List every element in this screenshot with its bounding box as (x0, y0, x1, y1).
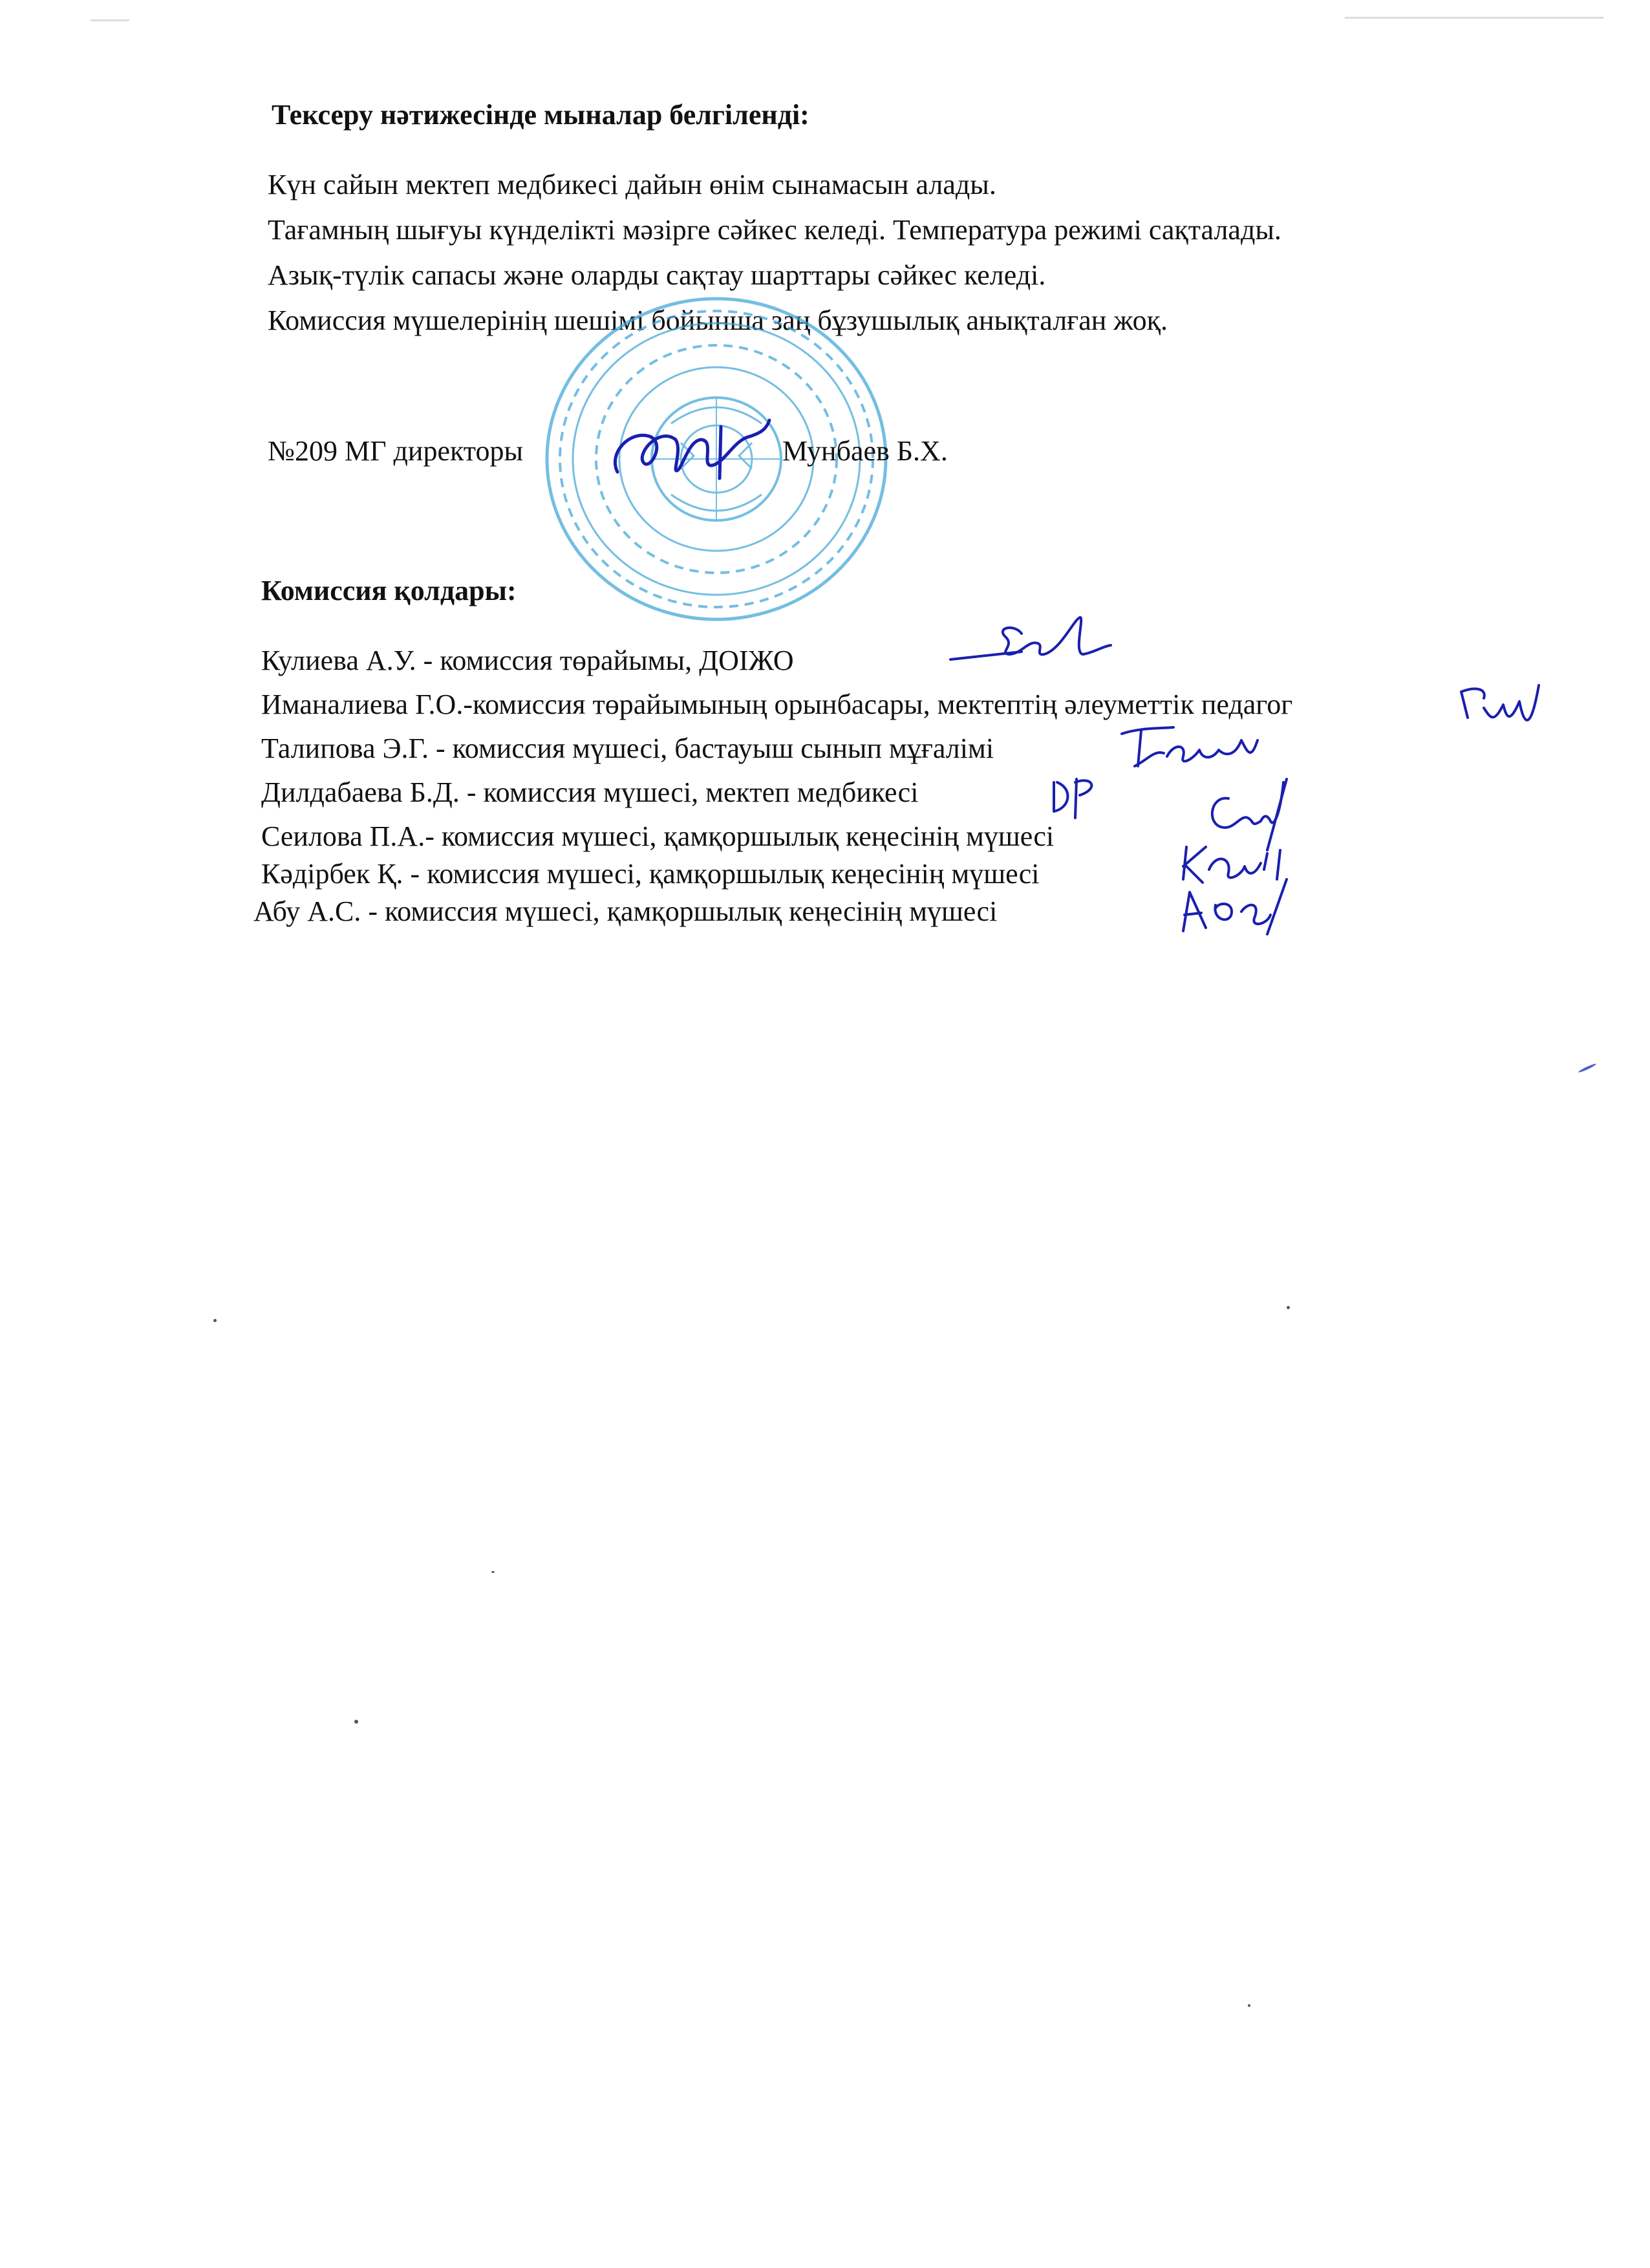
commission-member: Дилдабаева Б.Д. - комиссия мүшесі, мектеп медбикесі (261, 776, 919, 808)
director-label: №209 МГ директоры (268, 435, 524, 467)
signature-member-1 (944, 614, 1119, 672)
signature-member-2 (1455, 679, 1552, 750)
commission-member: Талипова Э.Г. - комиссия мүшесі, бастауыш сынып мұғалімі (261, 733, 994, 764)
scan-speck (213, 1319, 217, 1322)
commission-member: Иманалиева Г.О.-комиссия төрайымының орынбасары, мектептің әлеуметтік педагог (261, 689, 1293, 720)
commission-member: Абу А.С. - комиссия мүшесі, қамқоршылық кеңесінің мүшесі (253, 895, 998, 927)
signature-member-3 (1115, 721, 1264, 779)
finding-line-2: Тағамның шығуы күнделікті мәзірге сәйкес келеді. Температура режимі сақталады. (268, 214, 1281, 246)
signature-member-4 (1044, 763, 1115, 824)
scan-speck (1248, 2004, 1250, 2007)
finding-line-3: Азық-түлік сапасы және оларды сақтау шарттары сәйкес келеді. (268, 259, 1046, 291)
scan-speck (491, 1571, 495, 1573)
scan-speck (1578, 1063, 1597, 1073)
commission-member: Кулиева А.У. - комиссия төрайымы, ДОІЖО (261, 645, 794, 676)
commission-member: Кәдірбек Қ. - комиссия мүшесі, қамқоршылық кеңесінің мүшесі (261, 858, 1040, 890)
commission-member: Сеилова П.А.- комиссия мүшесі, қамқоршылық кеңесінің мүшесі (261, 820, 1055, 852)
scan-artifact (91, 19, 129, 21)
findings-heading: Тексеру нәтижесінде мыналар белгіленді: (272, 99, 809, 131)
finding-line-1: Күн сайын мектеп медбикесі дайын өнім сынамасын алады. (268, 169, 996, 200)
commission-heading: Комиссия қолдары: (261, 575, 517, 606)
director-signature (605, 401, 792, 498)
scan-speck (1287, 1306, 1290, 1309)
signature-member-6 (1170, 840, 1306, 937)
director-name: Мунбаев Б.Х. (782, 435, 948, 467)
scan-artifact (1345, 17, 1603, 19)
finding-line-4: Комиссия мүшелерінің шешімі бойынша заң бұзушылық анықталған жоқ. (268, 305, 1168, 336)
scan-speck (354, 1720, 358, 1724)
